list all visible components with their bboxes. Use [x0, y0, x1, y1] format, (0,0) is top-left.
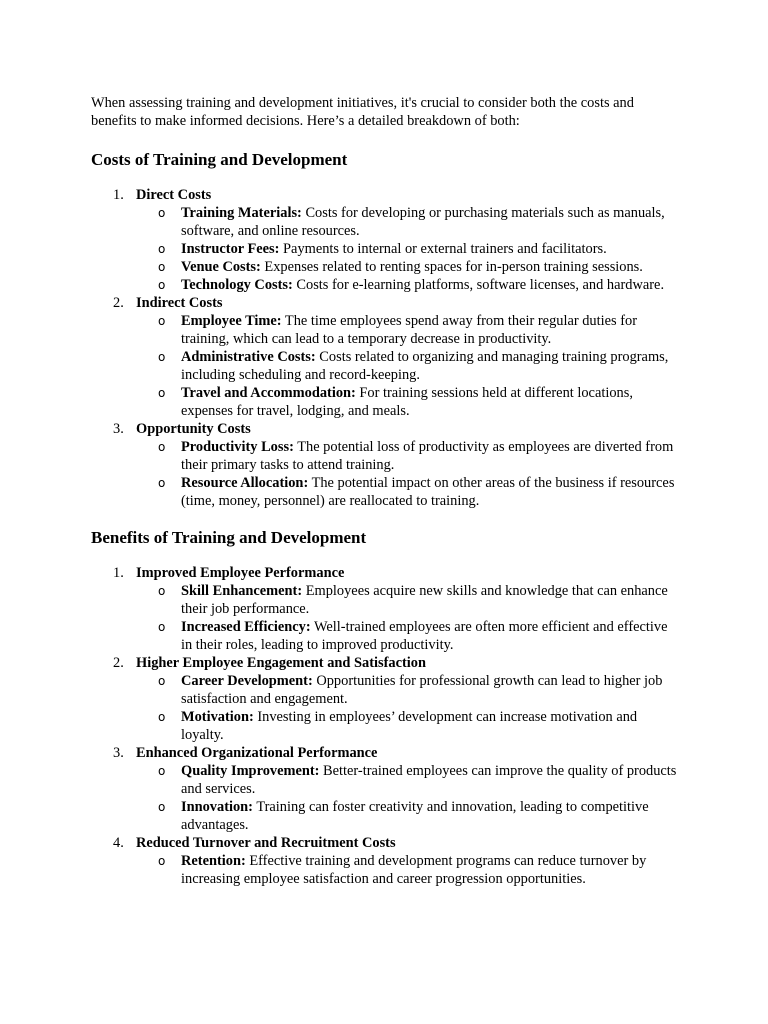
- item-term: Employee Time:: [181, 313, 282, 329]
- list-item: [136, 474, 681, 510]
- item-term: Resource Allocation:: [181, 475, 309, 491]
- item-term: Administrative Costs:: [181, 349, 316, 365]
- list-item: [136, 672, 681, 708]
- benefits-heading: Benefits of Training and Development: [91, 528, 367, 547]
- section-title: Opportunity Costs: [136, 421, 251, 437]
- bullet-icon: o: [158, 800, 166, 814]
- section-number: 3.: [113, 745, 124, 761]
- sub-list: [136, 312, 681, 420]
- benefits-section: [91, 744, 681, 834]
- section-number: 3.: [113, 421, 124, 437]
- list-item: [136, 276, 681, 294]
- bullet-icon: o: [158, 440, 166, 454]
- sub-list: [136, 438, 681, 510]
- bullet-icon: o: [158, 314, 166, 328]
- list-item: [136, 348, 681, 384]
- list-item: [136, 240, 681, 258]
- list-item: [136, 438, 681, 474]
- list-item: [136, 582, 681, 618]
- bullet-icon: o: [158, 620, 166, 634]
- item-text: The potential impact on other areas of the business if resources (time, money, personnel) are reallocated to training.: [181, 475, 675, 509]
- costs-section: [91, 420, 681, 510]
- item-text: Costs for e-learning platforms, software licenses, and hardware.: [292, 277, 665, 293]
- costs-heading: Costs of Training and Development: [91, 150, 348, 169]
- bullet-icon: o: [158, 260, 166, 274]
- section-title: Higher Employee Engagement and Satisfaction: [136, 655, 426, 671]
- section-number: 1.: [113, 187, 124, 203]
- section-title: Enhanced Organizational Performance: [136, 745, 378, 761]
- item-text: Costs related to organizing and managing training programs, including scheduling and record-keeping.: [181, 349, 669, 383]
- section-title: Direct Costs: [136, 187, 212, 203]
- section-number: 2.: [113, 655, 124, 671]
- item-term: Productivity Loss:: [181, 439, 294, 455]
- sub-list: [136, 852, 681, 888]
- costs-list: [91, 186, 681, 510]
- item-text: Investing in employees’ development can increase motivation and loyalty.: [181, 709, 638, 743]
- item-text: Payments to internal or external trainers and facilitators.: [279, 241, 607, 257]
- item-text: Better-trained employees can improve the quality of products and services.: [181, 763, 677, 797]
- item-text: Opportunities for professional growth can lead to higher job satisfaction and engagement.: [181, 673, 663, 707]
- benefits-section: [91, 834, 681, 888]
- section-number: 1.: [113, 565, 124, 581]
- list-item: [136, 618, 681, 654]
- benefits-section: [91, 654, 681, 744]
- list-item: [136, 312, 681, 348]
- bullet-icon: o: [158, 242, 166, 256]
- benefits-list: [91, 564, 681, 888]
- bullet-icon: o: [158, 764, 166, 778]
- bullet-icon: o: [158, 386, 166, 400]
- list-item: [136, 852, 681, 888]
- sub-list: [136, 762, 681, 834]
- bullet-icon: o: [158, 350, 166, 364]
- item-text: Costs for developing or purchasing materials such as manuals, software, and online resources.: [181, 205, 665, 239]
- item-term: Innovation:: [181, 799, 253, 815]
- section-title: Improved Employee Performance: [136, 565, 345, 581]
- item-term: Technology Costs:: [181, 277, 293, 293]
- item-term: Career Development:: [181, 673, 313, 689]
- section-title: Reduced Turnover and Recruitment Costs: [136, 835, 396, 851]
- sub-list: [136, 672, 681, 744]
- sub-list: [136, 582, 681, 654]
- list-item: [136, 708, 681, 744]
- bullet-icon: o: [158, 476, 166, 490]
- item-term: Quality Improvement:: [181, 763, 320, 779]
- item-term: Motivation:: [181, 709, 254, 725]
- section-number: 2.: [113, 295, 124, 311]
- sub-list: [136, 204, 681, 294]
- costs-section: [91, 186, 681, 294]
- item-term: Retention:: [181, 853, 246, 869]
- item-text: Well-trained employees are often more efficient and effective in their roles, leading to improved productivity.: [181, 619, 668, 653]
- bullet-icon: o: [158, 710, 166, 724]
- item-text: For training sessions held at different locations, expenses for travel, lodging, and meals.: [181, 385, 633, 419]
- bullet-icon: o: [158, 278, 166, 292]
- bullet-icon: o: [158, 854, 166, 868]
- item-text: The time employees spend away from their regular duties for training, which can lead to a temporary decrease in productivity.: [181, 313, 637, 347]
- intro-paragraph: When assessing training and development initiatives, it's crucial to consider both the costs and benefits to make informed decisions. Here’s a detailed breakdown of both:: [91, 95, 634, 129]
- item-text: Training can foster creativity and innovation, leading to competitive advantages.: [181, 799, 649, 833]
- bullet-icon: o: [158, 584, 166, 598]
- item-text: Employees acquire new skills and knowledge that can enhance their job performance.: [181, 583, 668, 617]
- benefits-section: [91, 564, 681, 654]
- item-term: Training Materials:: [181, 205, 302, 221]
- item-term: Instructor Fees:: [181, 241, 280, 257]
- item-term: Travel and Accommodation:: [181, 385, 356, 401]
- item-text: Expenses related to renting spaces for in-person training sessions.: [260, 259, 643, 275]
- costs-section: [91, 294, 681, 420]
- item-text: The potential loss of productivity as employees are diverted from their primary tasks to attend training.: [181, 439, 674, 473]
- list-item: [136, 762, 681, 798]
- list-item: [136, 258, 681, 276]
- section-title: Indirect Costs: [136, 295, 223, 311]
- list-item: [136, 798, 681, 834]
- section-number: 4.: [113, 835, 124, 851]
- document-body: [91, 94, 681, 888]
- bullet-icon: o: [158, 206, 166, 220]
- list-item: [136, 204, 681, 240]
- item-text: Effective training and development programs can reduce turnover by increasing employee satisfaction and career progression opportunities.: [181, 853, 647, 887]
- list-item: [136, 384, 681, 420]
- item-term: Skill Enhancement:: [181, 583, 303, 599]
- item-term: Increased Efficiency:: [181, 619, 311, 635]
- item-term: Venue Costs:: [181, 259, 261, 275]
- bullet-icon: o: [158, 674, 166, 688]
